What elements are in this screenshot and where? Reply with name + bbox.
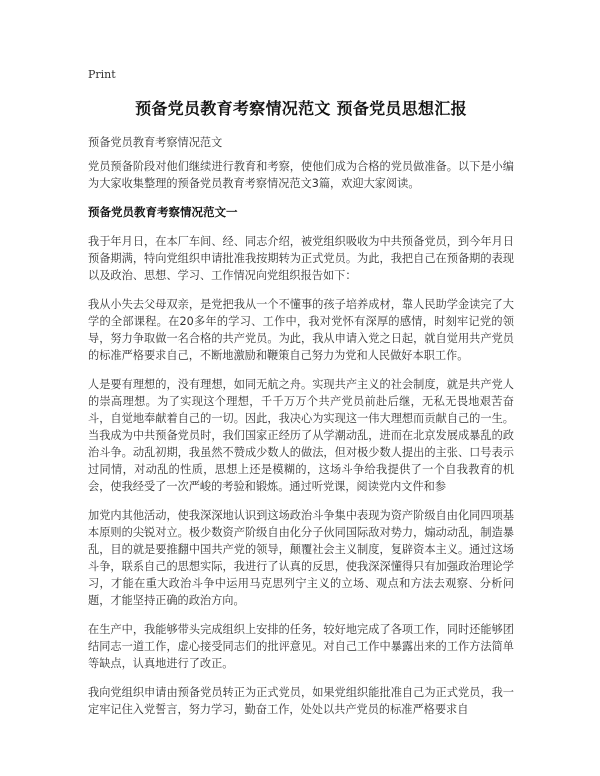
intro-paragraph: 党员预备阶段对他们继续进行教育和考察，使他们成为合格的党员做准备。以下是小编为大家收集整理的预备党员教育考察情况范文3篇，欢迎大家阅读。 [88, 160, 514, 190]
body-paragraph-3: 人是要有理想的，没有理想，如同无航之舟。实现共产主义的社会制度，就是共产党人的崇高理想。为了实现这个理想，千千万万个共产党员前赴后继，无私无畏地艰苦奋斗，自觉地奉献着自己的一切。因此，我决心为实现这一伟大理想而贡献自己的一生。当我成为中共预备党员时，我们国家正经历了从学潮动乱，进而在北京发展成暴乱的政治斗争。动乱初期，我虽然不赞成少数人的做法，但对极少数人提出的主张、口号表示过同情，对动乱的性质，思想上还是模糊的，这场斗争给我提供了一个自我教育的机会，使我经受了一次严峻的考验和锻炼。通过听党课，阅读党内文件和参 [88, 378, 514, 493]
page-title: 预备党员教育考察情况范文 预备党员思想汇报 [135, 99, 467, 118]
body-paragraph-4: 加党内其他活动，使我深深地认识到这场政治斗争集中表现为资产阶级自由化同四项基本原则的尖锐对立。极少数资产阶级自由化分子伙同国际敌对势力，煽动动乱，制造暴乱，目的就是要推翻中国共产党的领导，颠覆社会主义制度，复辟资本主义。通过这场斗争，联系自己的思想实际，我进行了认真的反思，使我深深懂得只有加强政治理论学习，才能在重大政治斗争中运用马克思列宁主义的立场、观点和方法去观察、分析问题，才能坚持正确的政治方向。 [88, 509, 514, 607]
section-heading: 预备党员教育考察情况范文一 [88, 205, 238, 219]
body-paragraph-1: 我于年月日，在本厂车间、经、同志介绍，被党组织吸收为中共预备党员，到今年月日预备期满，特向党组织申请批准我按期转为正式党员。为此，我把自己在预备期的表现以及政治、思想、学习、工作情况向党组织报告如下： [88, 235, 514, 282]
body-paragraph-5: 在生产中，我能够带头完成组织上安排的任务，较好地完成了各项工作，同时还能够团结同志一道工作，虚心接受同志们的批评意见。对自己工作中暴露出来的工作方法简单等缺点，认真地进行了改正。 [88, 623, 514, 670]
print-link[interactable]: Print [88, 68, 116, 81]
document-body [88, 158, 514, 730]
body-paragraph-6: 我向党组织申请由预备党员转正为正式党员，如果党组织能批准自己为正式党员，我一定牢记住入党誓言，努力学习，勤奋工作，处处以共产党员的标准严格要求自 [88, 686, 514, 716]
body-paragraph-2: 我从小失去父母双亲，是党把我从一个不懂事的孩子培养成材，靠人民助学金读完了大学的全部课程。在20多年的学习、工作中，我对党怀有深厚的感情，时刻牢记党的领导，努力争取做一名合格的共产党员。为此，我从申请入党之日起，就自觉用共产党员的标准严格要求自己，不断地激励和鞭策自己努力为党和人民做好本职工作。 [88, 298, 514, 362]
document-subtitle: 预备党员教育考察情况范文 [88, 136, 223, 149]
